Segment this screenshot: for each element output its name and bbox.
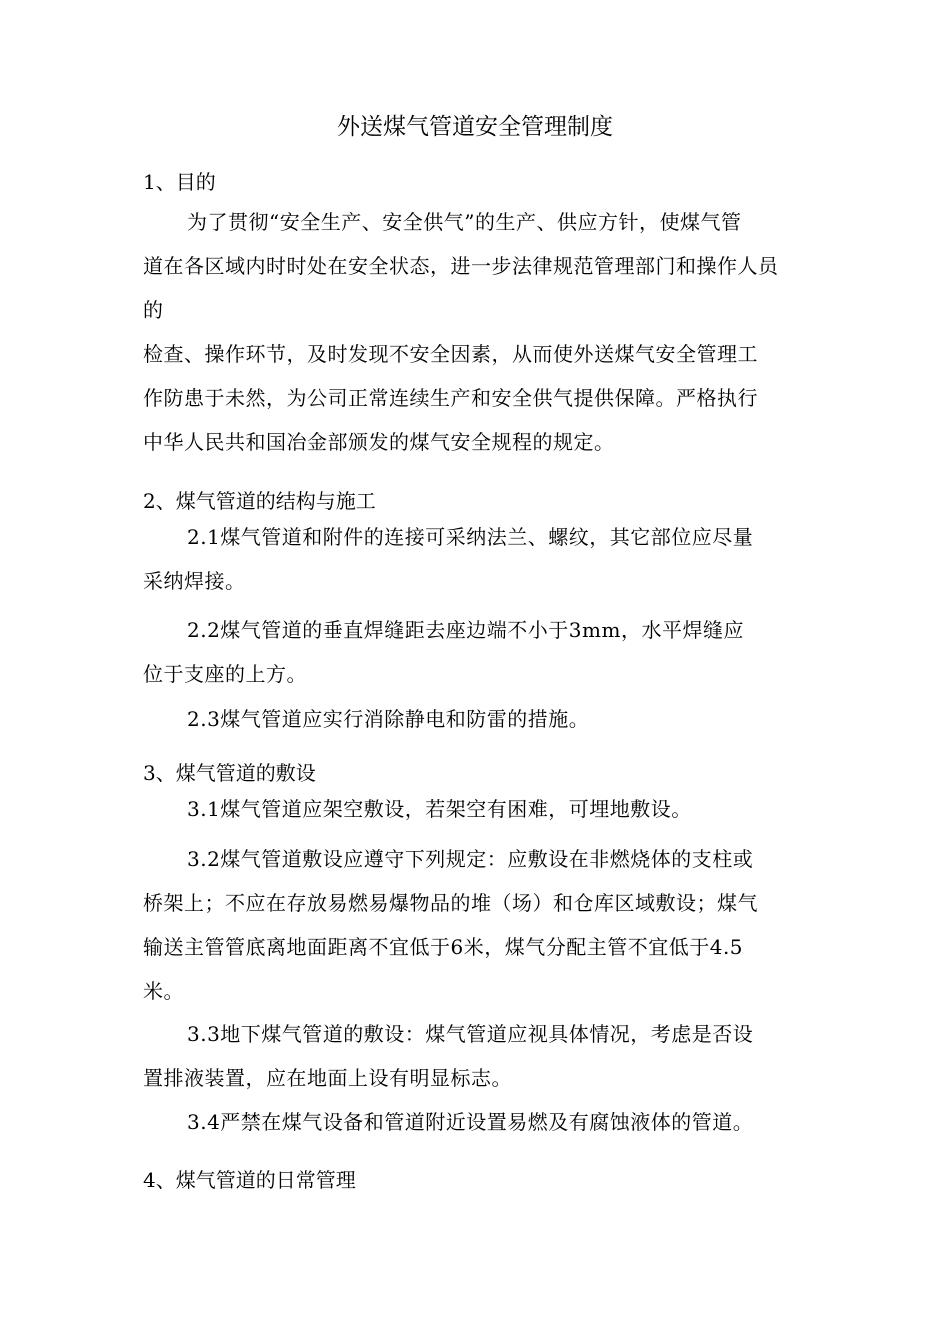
text-line: 桥架上；不应在存放易燃易爆物品的堆（场）和仓库区域敷设；煤气 [143,891,758,915]
text-line: 采纳焊接。 [143,569,246,593]
text-line: 2.1煤气管道和附件的连接可采纳法兰、螺纹，其它部位应尽量 [187,525,754,549]
text-line: 3.3地下煤气管道的敷设：煤气管道应视具体情况，考虑是否设 [187,1022,754,1046]
text-line: 米。 [143,979,184,1003]
text-line: 作防患于未然，为公司正常连续生产和安全供气提供保障。严格执行 [143,386,758,410]
clause-3-4 [143,1100,823,1144]
text-line: 检查、操作环节，及时发现不安全因素，从而使外送煤气安全管理工 [143,342,758,366]
section-1-paragraph-1 [143,200,823,332]
section-3-heading: 3、煤气管道的敷设 [143,761,316,785]
text-line: 3.2煤气管道敷设应遵守下列规定：应敷设在非燃烧体的支柱或 [187,847,754,871]
text-line: 2.3煤气管道应实行消除静电和防雷的措施。 [187,707,590,731]
section-1-paragraph-2 [143,332,823,464]
text-line: 道在各区域内时时处在安全状态，进一步法律规范管理部门和操作人员 [143,254,779,278]
clause-3-3 [143,1012,823,1100]
clause-3-1 [143,787,823,831]
text-line: 中华人民共和国冶金部颁发的煤气安全规程的规定。 [143,430,615,454]
text-line: 3.4严禁在煤气设备和管道附近设置易燃及有腐蚀液体的管道。 [187,1110,754,1134]
section-4-heading: 4、煤气管道的日常管理 [143,1168,356,1192]
clause-2-1 [143,515,823,603]
section-2-heading: 2、煤气管道的结构与施工 [143,489,376,513]
clause-2-3 [143,697,823,741]
text-line: 输送主管管底离地面距离不宜低于6米，煤气分配主管不宜低于4.5 [143,935,744,959]
document-title: 外送煤气管道安全管理制度 [337,114,613,140]
text-line: 置排液装置，应在地面上设有明显标志。 [143,1066,512,1090]
clause-3-2 [143,837,823,1013]
text-line: 3.1煤气管道应架空敷设，若架空有困难，可埋地敷设。 [187,797,692,821]
clause-2-2 [143,608,823,696]
text-line: 2.2煤气管道的垂直焊缝距去座边端不小于3mm，水平焊缝应 [187,618,744,642]
text-line: 的 [143,298,164,322]
text-line: 为了贯彻“安全生产、安全供气”的生产、供应方针，使煤气管 [187,210,742,234]
section-1-heading: 1、目的 [143,170,216,194]
text-line: 位于支座的上方。 [143,662,307,686]
